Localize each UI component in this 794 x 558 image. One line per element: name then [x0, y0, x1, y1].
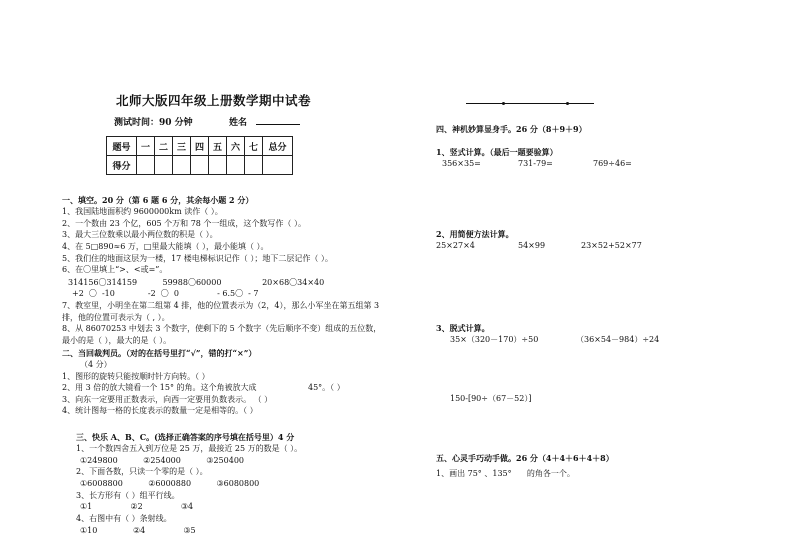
score-cell: 二 — [155, 137, 173, 156]
s3-question: 1、一个数四舍五入到万位是 25 万，最接近 25 万的数是（ ）。 — [76, 444, 303, 453]
score-cell: 总分 — [263, 137, 293, 156]
s2-item: 3、向东一定要用正数表示，向西一定要用负数表示。 （ ） — [62, 395, 273, 404]
score-cell: 四 — [191, 137, 209, 156]
name-label-text: 姓名 — [229, 118, 248, 128]
s1-item: 排，他的位置可表示为（ , ）。 — [62, 313, 170, 322]
name-blank[interactable] — [256, 115, 300, 125]
score-cell: 一 — [137, 137, 155, 156]
s2-item: 1、图形的旋转只能按顺时针方向转。（ ） — [62, 372, 210, 381]
s4-calc: 731-79= — [518, 159, 553, 168]
s2-item: 2、用 3 倍的放大镜看一个 15° 的角。这个角被放大成 — [62, 383, 257, 392]
s3-question: 3、长方形有（ ）组平行线。 — [76, 491, 180, 500]
s3-options: ①249800 ②254000 ③250400 — [80, 456, 244, 465]
s1-item: 7、教室里，小明坐在第二组第 4 排，他的位置表示为（2，4），那么小军坐在第五组第 3 — [62, 301, 380, 310]
s1-item: 6、在〇里填上“>、<或=”。 — [62, 265, 168, 274]
s4-calc: 54×99 — [518, 241, 546, 250]
s4-calc: 150-[90÷（67－52）] — [450, 394, 532, 403]
s4-calc: 25×27×4 — [436, 241, 475, 250]
s4-calc: 23×52+52×77 — [581, 241, 642, 250]
s4-part2-title: 2、用简便方法计算。 — [436, 229, 514, 239]
score-table-score-row — [107, 156, 293, 175]
s3-question: 4、右图中有（ ）条射线。 — [76, 514, 172, 523]
score-input-cell[interactable] — [245, 156, 263, 175]
score-input-cell[interactable] — [227, 156, 245, 175]
score-input-cell[interactable] — [209, 156, 227, 175]
s3-question: 2、下面各数，只读一个零的是（ ）。 — [76, 467, 208, 476]
score-table — [106, 136, 293, 175]
score-input-cell[interactable] — [137, 156, 155, 175]
s4-part1-title: 1、竖式计算。（最后一题要验算） — [436, 147, 558, 157]
s4-calc: 356×35= — [442, 159, 481, 168]
header-right-dot — [502, 102, 505, 105]
name-label — [229, 115, 300, 128]
s4-part3-title: 3、脱式计算。 — [436, 323, 490, 333]
score-cell: 题号 — [107, 137, 137, 156]
s3-options: ①1 ②2 ③4 — [80, 502, 194, 511]
score-cell: 五 — [209, 137, 227, 156]
s1-item: 4、在 5□890≈6 万，□里最大能填（ ），最小能填（ ）。 — [62, 242, 269, 251]
section2-points: （4 分） — [80, 360, 112, 369]
score-input-cell[interactable] — [191, 156, 209, 175]
s5-question: 1、画出 75° 、135° 的角各一个。 — [436, 469, 575, 478]
s2-item: 4、统计图每一格的长度表示的数量一定是相等的。（ ） — [62, 406, 258, 415]
s3-options: ①10 ②4 ③5 — [80, 526, 196, 535]
exam-time-label: 测试时间：90 分钟 — [114, 118, 193, 128]
score-cell: 六 — [227, 137, 245, 156]
section5-title: 五、心灵手巧动手做。26 分（4＋4＋6＋4＋8） — [436, 453, 614, 463]
score-input-cell[interactable] — [155, 156, 173, 175]
s1-item: 8、从 86070253 中划去 3 个数字，使剩下的 5 个数字（先后顺序不变）组成的五位数， — [62, 324, 382, 333]
s1-compare-row: 314156〇314159 59988〇60000 20×68〇34×40 — [68, 278, 325, 287]
score-cell: 七 — [245, 137, 263, 156]
section2-title: 二、当回裁判员。（对的在括号里打“√”，错的打“×”） — [62, 348, 257, 358]
s1-item: 2、一个数由 23 个亿，605 个万和 78 个一组成，这个数写作（ ）。 — [62, 219, 306, 228]
section3-title: 三、快乐 A、B、C。(选择正确答案的序号填在括号里）4 分 — [76, 432, 295, 442]
section1-title: 一、填空。20 分（第 6 题 6 分，其余每小题 2 分） — [62, 195, 254, 205]
page-title: 北师大版四年级上册数学期中试卷 — [116, 93, 312, 108]
s1-item: 最小的是（ ），最大的是（ ）。 — [62, 336, 172, 345]
s1-item: 3、最大三位数乘以最小两位数的积是（ ）。 — [62, 230, 218, 239]
s1-item: 5、我们住的地面这层为一楼，17 楼电梯标识记作（ ）；地下二层记作（ ）。 — [62, 254, 333, 263]
s4-calc: （36×54－984）÷24 — [576, 335, 660, 344]
header-right-dot — [566, 102, 569, 105]
score-cell: 三 — [173, 137, 191, 156]
s4-calc: 35×（320－170）÷50 — [450, 335, 539, 344]
s1-compare-row: +2 〇 -10 -2 〇 0 - 6.5〇 - 7 — [72, 289, 259, 298]
score-input-cell[interactable] — [173, 156, 191, 175]
s3-options: ①6008800 ②6000880 ③6080800 — [80, 479, 260, 488]
score-table-header-row — [107, 137, 293, 156]
section4-title: 四、神机妙算显身手。26 分（8＋9＋9） — [436, 124, 587, 134]
s1-item: 1、我国陆地面积约 9600000km 读作（ ）。 — [62, 207, 223, 216]
score-row-label: 得分 — [107, 156, 137, 175]
s2-item-tail: 45°。（ ） — [308, 383, 345, 392]
score-input-cell[interactable] — [263, 156, 293, 175]
header-right-line — [466, 103, 594, 104]
s4-calc: 769÷46= — [593, 159, 632, 168]
